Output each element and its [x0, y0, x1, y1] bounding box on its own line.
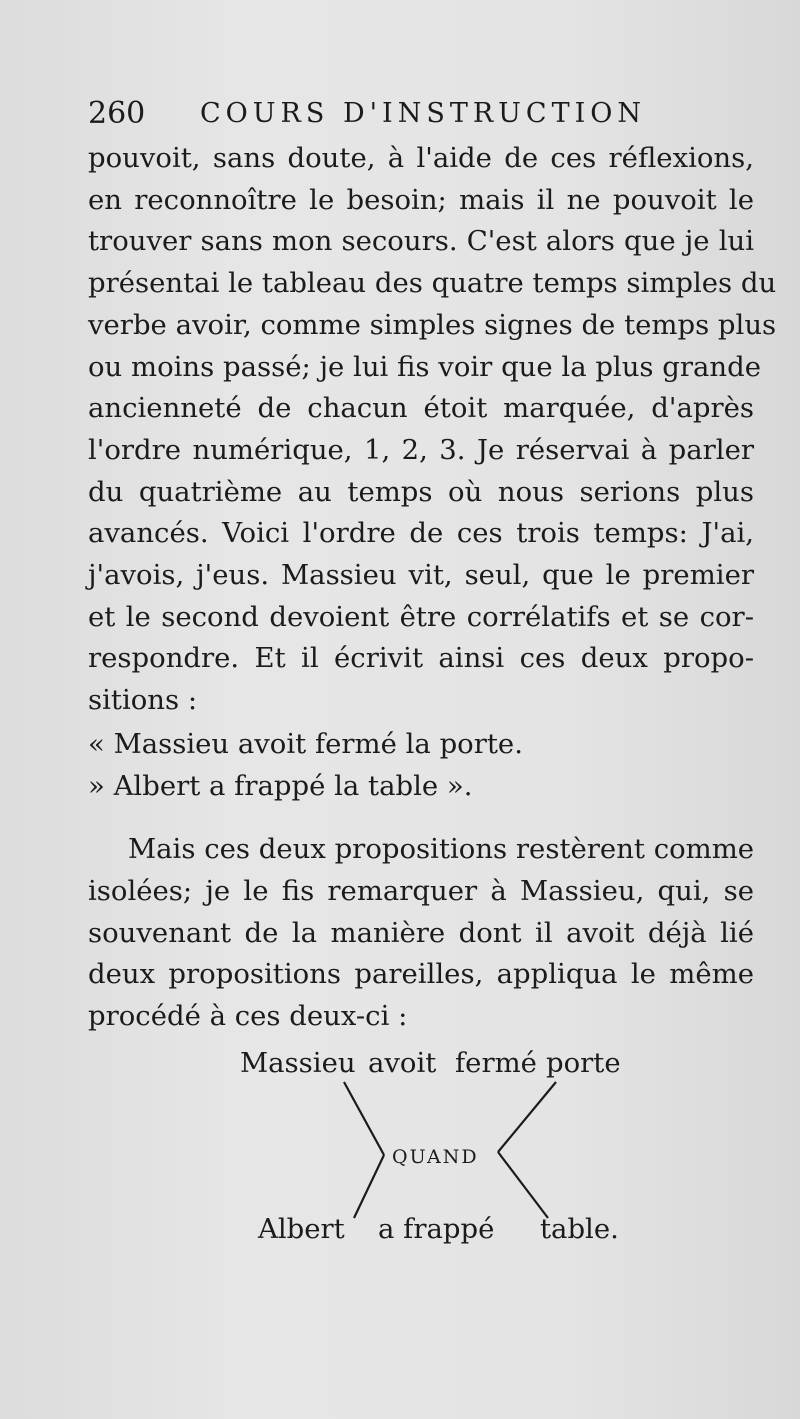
- diagram-word: Albert: [258, 1213, 345, 1245]
- diagram-connector: QUAND: [392, 1146, 479, 1168]
- text-line: ancienneté de chacun étoit marquée, d'après: [88, 392, 754, 425]
- text-line: pouvoit, sans doute, à l'aide de ces réflexions,: [88, 142, 754, 174]
- paragraph-2: [88, 829, 754, 1038]
- text-line: deux propositions pareilles, appliqua le même: [88, 958, 754, 991]
- text-line: j'avois, j'eus. Massieu vit, seul, que le premier: [88, 559, 754, 592]
- text-line: respondre. Et il écrivit ainsi ces deux propo-: [88, 642, 754, 675]
- sentence-diagram: [0, 1040, 800, 1260]
- text-line: souvenant de la manière dont il avoit déjà lié: [88, 916, 754, 949]
- page-number: 260: [88, 96, 146, 131]
- quote-line: « Massieu avoit fermé la porte.: [88, 727, 523, 760]
- text-line: et le second devoient être corrélatifs et se cor-: [88, 600, 754, 633]
- text-line: Mais ces deux propositions restèrent comme: [128, 833, 755, 866]
- running-title: COURS D'INSTRUCTION: [200, 98, 646, 129]
- text-line: en reconnoître le besoin; mais il ne pouvoit le: [88, 183, 754, 216]
- diagram-word: Massieu: [240, 1047, 356, 1079]
- text-line: avancés. Voici l'ordre de ces trois temps: J'ai,: [88, 517, 754, 550]
- text-line: l'ordre numérique, 1, 2, 3. Je réservai à parler: [88, 433, 754, 466]
- diagram-word: porte: [546, 1047, 621, 1079]
- quoted-propositions: [88, 724, 754, 807]
- paragraph-1: [88, 138, 777, 722]
- page-header: [88, 92, 688, 136]
- text-line: sitions :: [88, 684, 198, 717]
- text-line: verbe avoir, comme simples signes de temps plus: [88, 308, 777, 341]
- text-line: isolées; je le fis remarquer à Massieu, qui, se: [88, 874, 754, 907]
- diagram-word: a frappé: [378, 1213, 495, 1245]
- text-line: procédé à ces deux-ci :: [88, 1000, 408, 1033]
- text-line: du quatrième au temps où nous serions plus: [88, 475, 754, 508]
- diagram-word: table.: [540, 1213, 619, 1245]
- diagram-word: avoit: [368, 1047, 437, 1079]
- quote-line: » Albert a frappé la table ».: [88, 769, 473, 802]
- diagram-word: fermé: [455, 1047, 537, 1079]
- text-line: ou moins passé; je lui fis voir que la plus grande: [88, 350, 762, 383]
- text-line: présentai le tableau des quatre temps simples du: [88, 267, 777, 300]
- text-line: trouver sans mon secours. C'est alors que je lui: [88, 225, 754, 258]
- page-body: [88, 138, 777, 1038]
